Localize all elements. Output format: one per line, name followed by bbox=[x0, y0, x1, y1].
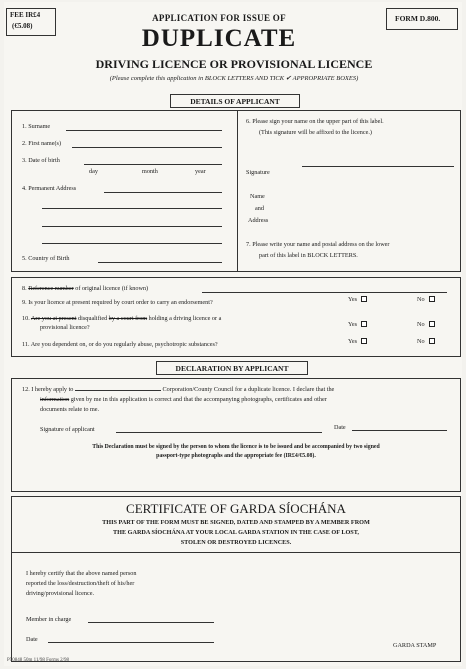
declaration-note-1: This Declaration must be signed by the person to whom the licence is to be issued and be accompanied by two signed bbox=[92, 444, 380, 450]
member-in-charge-label: Member in charge bbox=[26, 616, 72, 623]
q10-no[interactable] bbox=[417, 321, 435, 328]
declaration-p3: documents relate to me. bbox=[40, 406, 100, 413]
q11-yes[interactable] bbox=[348, 338, 367, 345]
q10-struck-2: by a court from bbox=[108, 315, 148, 322]
garda-heading: CERTIFICATE OF GARDA SÍOCHÁNA bbox=[126, 501, 346, 516]
write-instruction-2: part of this label in BLOCK LETTERS. bbox=[259, 252, 358, 259]
q9-no-label: No bbox=[417, 296, 425, 303]
applicant-signature-field[interactable] bbox=[116, 432, 322, 433]
fee-euro: (€5.08) bbox=[12, 22, 33, 30]
garda-sub-3: STOLEN OR DESTROYED LICENCES. bbox=[180, 539, 292, 546]
garda-sub-1: THIS PART OF THE FORM MUST BE SIGNED, DATED AND STAMPED BY A MEMBER FROM bbox=[102, 519, 370, 526]
q10-struck-1: Are you at present bbox=[30, 315, 77, 322]
garda-cert-divider bbox=[11, 552, 461, 553]
q11-no-label: No bbox=[417, 338, 425, 345]
garda-stamp-label: GARDA STAMP bbox=[393, 642, 437, 649]
write-instruction: 7. Please write your name and postal address on the lower bbox=[246, 241, 390, 248]
q9-yes[interactable] bbox=[348, 296, 367, 303]
dob-field[interactable] bbox=[84, 164, 222, 165]
fee-amount: FEE IR£4 bbox=[10, 11, 41, 19]
details-frame bbox=[11, 110, 461, 272]
q11-no-checkbox[interactable] bbox=[429, 338, 435, 344]
q11-no[interactable] bbox=[417, 338, 435, 345]
footer-code: P50848 50m 11/98 Forms 2/98 bbox=[7, 658, 70, 663]
sign-instruction: 6. Please sign your name on the upper part of this label. bbox=[246, 118, 384, 125]
q9-no-checkbox[interactable] bbox=[429, 296, 435, 302]
q10-yes-label: Yes bbox=[348, 321, 358, 328]
garda-date-label: Date bbox=[26, 636, 38, 643]
declaration-heading: DECLARATION BY APPLICANT bbox=[175, 364, 289, 373]
q10-yes[interactable] bbox=[348, 321, 367, 328]
decl-apply-to: 12. I hereby apply to bbox=[22, 386, 74, 393]
dob-year: year bbox=[195, 168, 206, 175]
q9-yes-label: Yes bbox=[348, 296, 358, 303]
q11: 11. Are you dependent on, or do you regularly abuse, psychotropic substances? bbox=[22, 341, 218, 348]
garda-cert-3: driving/provisional licence. bbox=[26, 590, 95, 597]
q10-yes-checkbox[interactable] bbox=[361, 321, 367, 327]
title-main: DUPLICATE bbox=[141, 25, 297, 52]
dob-day: day bbox=[89, 168, 98, 175]
firstnames-field[interactable] bbox=[72, 147, 222, 148]
member-in-charge-field[interactable] bbox=[88, 622, 214, 623]
address-line-3[interactable] bbox=[42, 226, 222, 227]
address-line-1[interactable] bbox=[104, 192, 222, 193]
instructions: (Please complete this application in BLOCK LETTERS AND TICK ✔ APPROPRIATE BOXES) bbox=[109, 75, 359, 82]
q8-text: of original licence (if known) bbox=[75, 285, 149, 292]
q10-no-label: No bbox=[417, 321, 425, 328]
declaration-note-2: passport-type photographs and the appropriate fee (IR£4/€5.08). bbox=[156, 453, 316, 459]
q10 bbox=[22, 315, 221, 322]
decl-council: Corporation/County Council for a duplicate licence. I declare that the bbox=[162, 386, 335, 393]
address-line-4[interactable] bbox=[42, 243, 222, 244]
q8-struck-text: Reference number bbox=[28, 285, 74, 292]
applicant-signature-label: Signature of applicant bbox=[40, 426, 95, 433]
address-label-right: Address bbox=[248, 217, 269, 224]
decl-text: given by me in this application is correct and that the accompanying photographs, certificates and other bbox=[70, 396, 327, 403]
declaration-date-label: Date bbox=[334, 424, 346, 431]
decl-struck: information bbox=[40, 396, 70, 403]
q10-mid: disqualified bbox=[78, 315, 108, 322]
q10-number: 10. bbox=[22, 315, 30, 322]
q9: 9. Is your licence at present required by court order to carry an endorsement? bbox=[22, 299, 213, 306]
signature-label: Signature bbox=[246, 169, 270, 176]
q8-number: 8. bbox=[22, 285, 27, 292]
garda-cert-2: reported the loss/destruction/theft of his/her bbox=[26, 580, 135, 587]
address-line-2[interactable] bbox=[42, 208, 222, 209]
form-page bbox=[4, 2, 462, 666]
sign-instruction-2: (This signature will be affixed to the licence.) bbox=[259, 129, 372, 136]
q10-end: holding a driving licence or a bbox=[148, 315, 222, 322]
q8 bbox=[22, 285, 148, 292]
name-label: Name bbox=[250, 193, 265, 200]
details-heading: DETAILS OF APPLICANT bbox=[190, 97, 280, 106]
form-number: FORM D.800. bbox=[395, 14, 441, 23]
surname-label: 1. Surname bbox=[22, 123, 51, 130]
country-field[interactable] bbox=[98, 262, 222, 263]
surname-field[interactable] bbox=[66, 130, 222, 131]
garda-sub-2: THE GARDA SÍOCHÁNA AT YOUR LOCAL GARDA STATION IN THE CASE OF LOST, bbox=[113, 529, 359, 536]
declaration-p1 bbox=[22, 386, 452, 393]
q11-yes-checkbox[interactable] bbox=[361, 338, 367, 344]
q8-field[interactable] bbox=[202, 292, 447, 293]
and-label: and bbox=[255, 205, 264, 212]
dob-month: month bbox=[142, 168, 158, 175]
q9-yes-checkbox[interactable] bbox=[361, 296, 367, 302]
address-label: 4. Permanent Address bbox=[22, 185, 77, 192]
firstnames-label: 2. First name(s) bbox=[22, 140, 62, 147]
q9-no[interactable] bbox=[417, 296, 435, 303]
country-label: 5. Country of Birth bbox=[22, 255, 70, 262]
q10-no-checkbox[interactable] bbox=[429, 321, 435, 327]
title-top: APPLICATION FOR ISSUE OF bbox=[152, 13, 286, 23]
dob-label: 3. Date of birth bbox=[22, 157, 60, 164]
title-sub: DRIVING LICENCE OR PROVISIONAL LICENCE bbox=[95, 57, 373, 71]
declaration-p2 bbox=[40, 396, 452, 403]
garda-cert-1: I hereby certify that the above named person bbox=[26, 570, 137, 577]
declaration-date-field[interactable] bbox=[352, 430, 447, 431]
q11-yes-label: Yes bbox=[348, 338, 358, 345]
q10-line2: provisional licence? bbox=[40, 324, 90, 331]
details-divider bbox=[237, 110, 238, 272]
signature-field[interactable] bbox=[302, 166, 454, 167]
garda-date-field[interactable] bbox=[48, 642, 214, 643]
